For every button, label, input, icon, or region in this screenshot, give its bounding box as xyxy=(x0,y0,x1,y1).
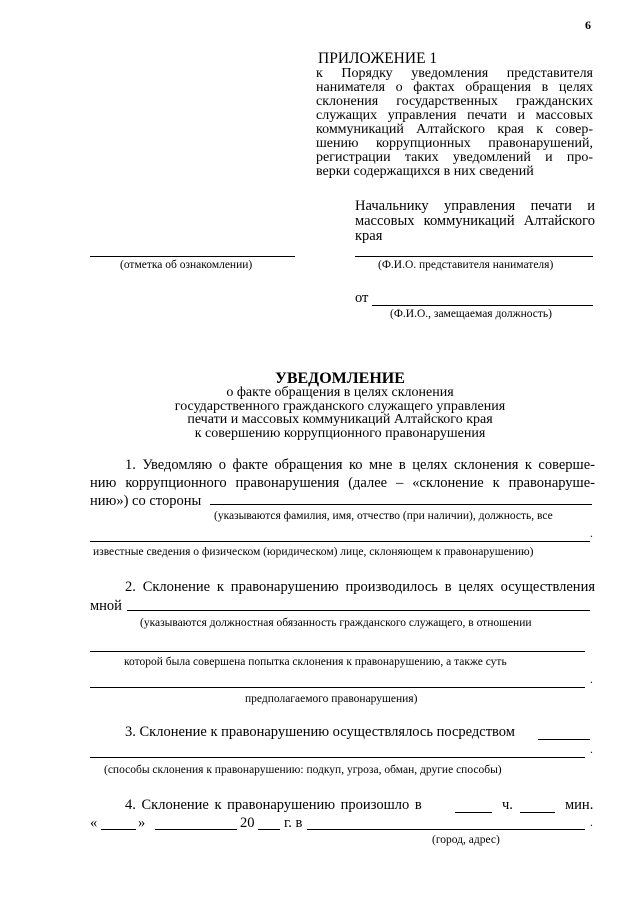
item3-period: . xyxy=(590,744,593,756)
month-field[interactable] xyxy=(155,829,237,830)
item1-details-line[interactable] xyxy=(90,541,590,542)
year-prefix: 20 xyxy=(240,815,255,831)
notice-title: УВЕДОМЛЕНИЕ xyxy=(275,370,405,387)
notice-subtitle-line: государственного гражданского служащего управления xyxy=(174,398,506,414)
item2-line: мной xyxy=(90,598,122,614)
item1-caption-1: (указываются фамилия, имя, отчество (при наличии), должность, все xyxy=(214,510,553,522)
notice-subtitle-line: к совершению коррупционного правонарушения xyxy=(194,425,486,441)
annex-text xyxy=(316,67,593,179)
addressee-line: Начальнику управления печати и xyxy=(355,198,595,214)
item2-offense-line[interactable] xyxy=(90,687,585,688)
hour-field[interactable] xyxy=(455,812,492,813)
item2-caption-2: которой была совершена попытка склонения к правонарушению, а также суть xyxy=(124,656,507,668)
item2-caption-3: предполагаемого правонарушения) xyxy=(245,693,418,705)
year-suffix: г. в xyxy=(284,815,303,831)
day-field[interactable] xyxy=(101,829,136,830)
year-field[interactable] xyxy=(258,829,280,830)
from-line[interactable] xyxy=(372,305,593,306)
hours-label: ч. xyxy=(502,797,513,813)
item2-line: 2. Склонение к правонарушению производилось в целях осуществления xyxy=(125,579,595,595)
item2-attempt-line[interactable] xyxy=(90,651,585,652)
item3-methods-line[interactable] xyxy=(90,757,585,758)
item3-text: 3. Склонение к правонарушению осуществлялось посредством xyxy=(125,724,515,740)
minute-field[interactable] xyxy=(520,812,555,813)
addressee-line: массовых коммуникаций Алтайского xyxy=(355,213,595,229)
annex-title: ПРИЛОЖЕНИЕ 1 xyxy=(318,50,438,67)
annex-line: нанимателя о фактах обращения в целях xyxy=(316,80,593,95)
from-label: от xyxy=(355,290,369,306)
quote-close: » xyxy=(138,815,146,831)
item1-line: нию коррупционного правонарушения (далее – «склонение к правонаруше- xyxy=(90,475,595,491)
notice-subtitle xyxy=(40,386,640,440)
minutes-label: мин. xyxy=(565,797,594,813)
item2-duty-line[interactable] xyxy=(127,610,590,611)
annex-line: к Порядку уведомления представителя xyxy=(316,66,593,81)
annex-line: коммуникаций Алтайского края к совер- xyxy=(316,122,593,137)
annex-line: регистрации таких уведомлений и про- xyxy=(316,150,593,165)
addressee-line: края xyxy=(355,228,383,244)
item1-person-line[interactable] xyxy=(210,504,592,505)
item1-period: . xyxy=(590,528,593,540)
item4-label: 4. Склонение к правонарушению произошло в xyxy=(125,797,422,813)
item3-caption: (способы склонения к правонарушению: подкуп, угроза, обман, другие способы) xyxy=(104,764,502,776)
item1-text xyxy=(90,456,595,510)
item3-method-line[interactable] xyxy=(538,739,590,740)
notice-subtitle-line: печати и массовых коммуникаций Алтайского края xyxy=(187,412,493,427)
item2-caption-1: (указываются должностная обязанность гражданского служащего, в отношении xyxy=(140,617,532,629)
annex-line: склонения государственных гражданских xyxy=(316,94,593,109)
place-caption: (город, адрес) xyxy=(432,834,500,846)
annex-line: верки содержащихся в них сведений xyxy=(316,164,534,179)
from-caption: (Ф.И.О., замещаемая должность) xyxy=(390,308,552,320)
employer-caption: (Ф.И.О. представителя нанимателя) xyxy=(378,259,554,271)
item2-period: . xyxy=(590,674,593,686)
annex-line: служащих управления печати и массовых xyxy=(316,108,593,123)
item4-period: . xyxy=(590,817,593,829)
acquaintance-caption: (отметка об ознакомлении) xyxy=(120,259,253,271)
item1-caption-2: известные сведения о физическом (юридическом) лице, склоняющем к правонарушению) xyxy=(93,546,534,558)
addressee xyxy=(355,199,595,244)
notice-subtitle-line: о факте обращения в целях склонения xyxy=(226,385,454,400)
acquaintance-line[interactable] xyxy=(90,256,295,257)
page-number: 6 xyxy=(585,18,591,32)
item1-line: 1. Уведомляю о факте обращения ко мне в целях склонения к соверше- xyxy=(125,457,595,473)
quote-open: « xyxy=(90,815,98,831)
employer-name-line[interactable] xyxy=(355,256,593,257)
place-field[interactable] xyxy=(307,829,585,830)
annex-line: шению коррупционных правонарушений, xyxy=(316,136,593,151)
item1-line: нию») со стороны xyxy=(90,493,202,509)
